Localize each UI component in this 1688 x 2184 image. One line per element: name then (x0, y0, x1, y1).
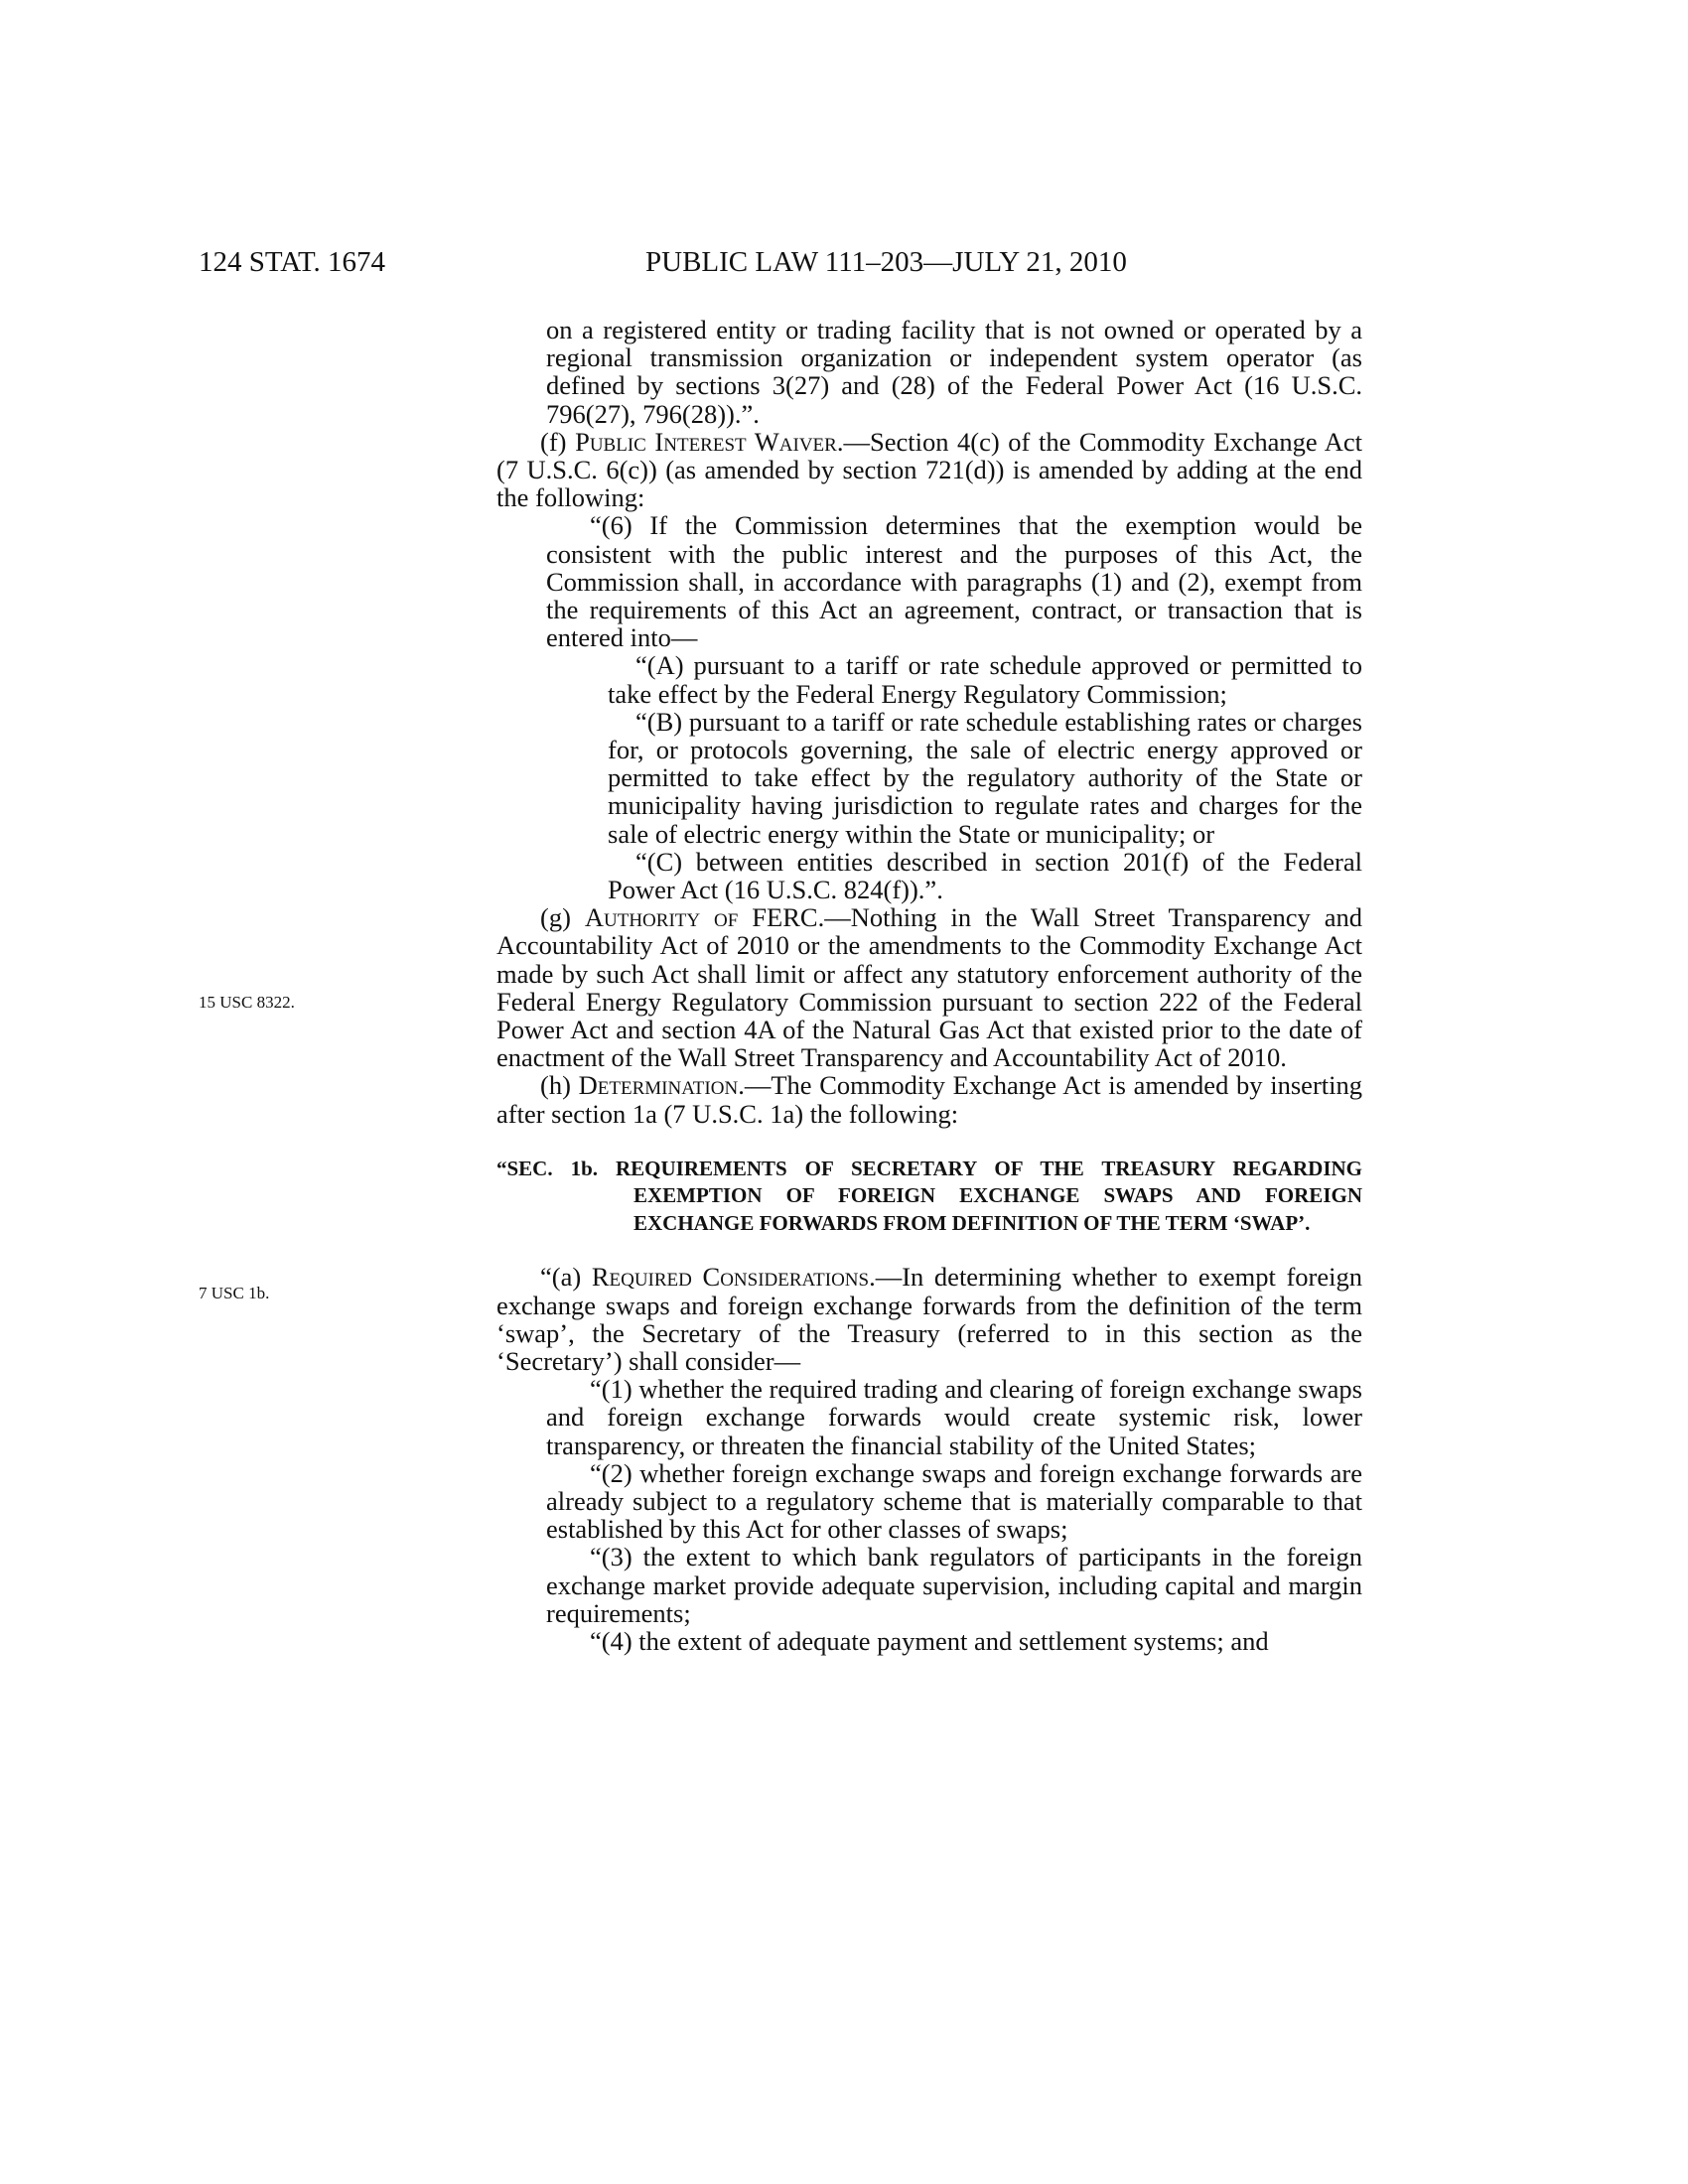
subsection-h (496, 1071, 1362, 1127)
subsection-f-text: .—Section 4(c) of the Commodity Exchange Act (7 U.S.C. 6(c)) (as amended by section 721(d)) is amended by adding at the end the following: (496, 426, 1363, 513)
margin-note-15-usc-8322: 15 USC 8322. (199, 993, 295, 1012)
page-header (0, 246, 1688, 286)
subsection-g-label: (g) (540, 902, 571, 933)
subsection-f-label: (f) (540, 426, 567, 457)
paragraph-6: “(6) If the Commission determines that the exemption would be consistent with the public interest and the purposes of this Act, the Commission shall, in accordance with paragraphs (1) and (2), exempt from the requirements of this Act an agreement, contract, or transaction that is entered into— (546, 510, 1362, 653)
stat-page-number: 124 STAT. 1674 (199, 246, 386, 278)
subsection-a-label: “(a) (540, 1262, 582, 1293)
paragraph-1: “(1) whether the required trading and clearing of foreign exchange swaps and foreign exchange forwards would create systemic risk, lower transparency, or threaten the financial stability of the United States; (546, 1374, 1362, 1460)
subsection-f (496, 428, 1362, 512)
subsection-a (496, 1263, 1362, 1375)
paragraph-continuation: on a registered entity or trading facility that is not owned or operated by a regional transmission organization or independent system operator (as defined by sections 3(27) and (28) of the Federal Power Act (16 U.S.C. 796(27), 796(28)).”. (546, 315, 1362, 429)
subsection-a-text: .—In determining whether to exempt foreign exchange swaps and foreign exchange forwards from the definition of the term ‘swap’, the Secretary of the Treasury (referred to in this section as the ‘Secretary’) shall consider— (496, 1262, 1363, 1376)
subsection-h-text: .—The Commodity Exchange Act is amended by inserting after section 1a (7 U.S.C. 1a) the following: (496, 1070, 1362, 1129)
subsection-f-caption: Public Interest Waiver (575, 426, 837, 457)
running-head: PUBLIC LAW 111–203—JULY 21, 2010 (645, 246, 1127, 278)
subsection-g (496, 903, 1362, 1071)
subsection-a-caption: Required Considerations (591, 1262, 870, 1293)
main-text-column (496, 316, 1362, 1655)
margin-note-7-usc-1b: 7 USC 1b. (199, 1284, 270, 1302)
subsection-g-caption-acronym: FERC (752, 902, 818, 933)
subparagraph-c: “(C) between entities described in section 201(f) of the Federal Power Act (16 U.S.C. 824(f)).”. (608, 846, 1362, 905)
section-heading: “SEC. 1b. REQUIREMENTS OF SECRETARY OF THE TREASURY REGARDING EXEMPTION OF FOREIGN EXCHANGE SWAPS AND FOREIGN EXCHANGE FORWARDS FROM DEFINITION OF THE TERM ‘SWAP’. (496, 1156, 1362, 1235)
paragraph-4: “(4) the extent of adequate payment and settlement systems; and (590, 1626, 1269, 1657)
paragraph-3: “(3) the extent to which bank regulators of participants in the foreign exchange market provide adequate supervision, including capital and margin requirements; (546, 1542, 1362, 1628)
subparagraph-a: “(A) pursuant to a tariff or rate schedule approved or permitted to take effect by the Federal Energy Regulatory Commission; (608, 650, 1362, 709)
subsection-g-text: .—Nothing in the Wall Street Transparency and Accountability Act of 2010 or the amendments to the Commodity Exchange Act made by such Act shall limit or affect any statutory enforcement authority of the Federal Energy Regulatory Commission pursuant to section 222 of the Federal Power Act and section 4A of the Natural Gas Act that existed prior to the date of enactment of the Wall Street Transparency and Accountability Act of 2010. (496, 902, 1363, 1073)
subsection-g-caption: Authority of (584, 902, 739, 933)
paragraph-2: “(2) whether foreign exchange swaps and foreign exchange forwards are already subject to a regulatory scheme that is materially comparable to that established by this Act for other classes of swaps; (546, 1457, 1362, 1545)
subparagraph-b: “(B) pursuant to a tariff or rate schedule establishing rates or charges for, or protocols governing, the sale of electric energy approved or permitted to take effect by the regulatory authority of the State or municipality having jurisdiction to regulate rates and charges for the sale of electric energy within the State or municipality; or (608, 706, 1362, 849)
subsection-h-caption: Determination (578, 1070, 739, 1101)
subsection-h-label: (h) (540, 1070, 571, 1101)
